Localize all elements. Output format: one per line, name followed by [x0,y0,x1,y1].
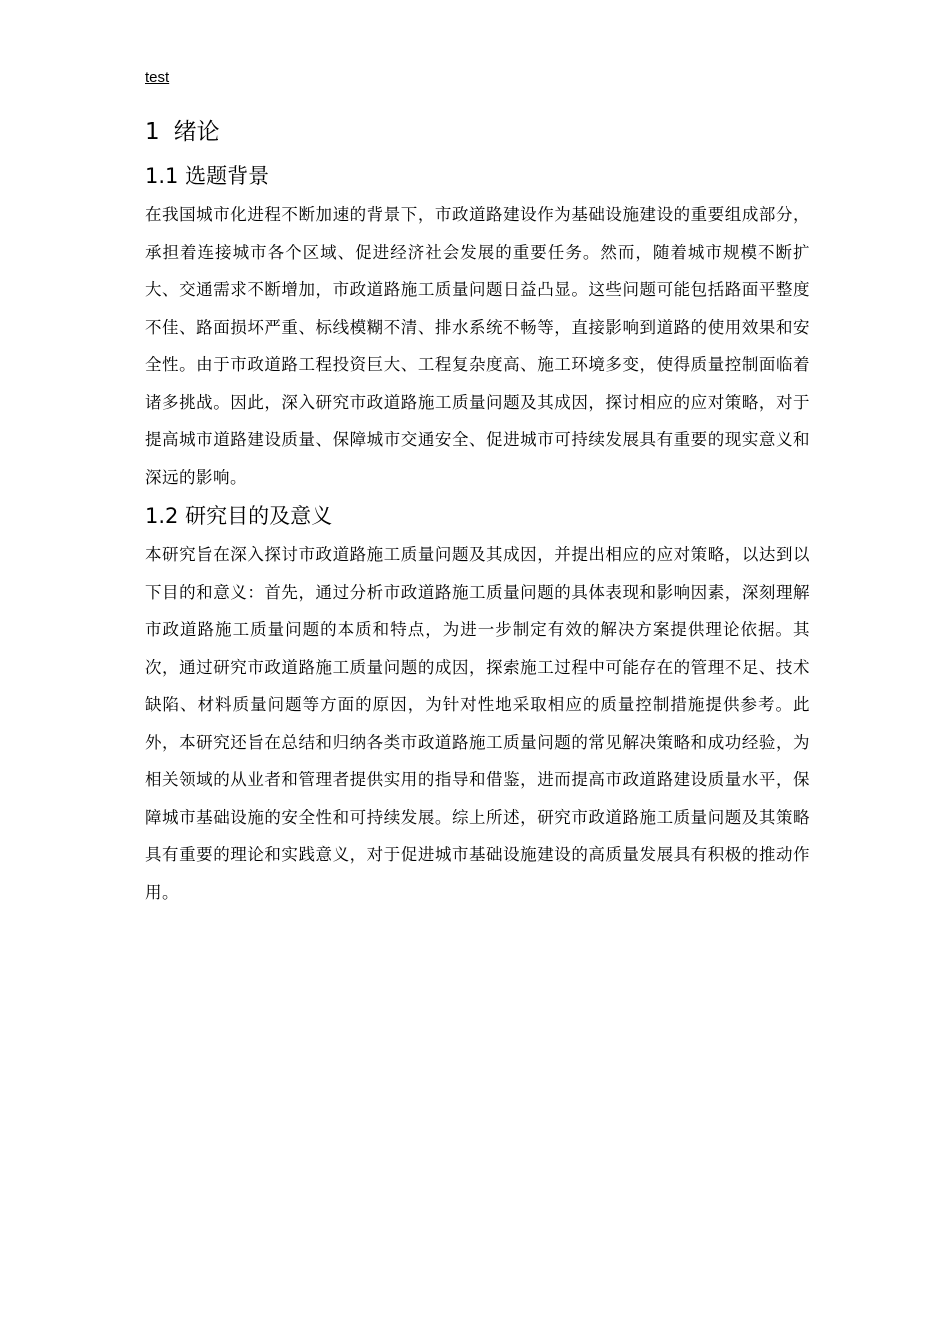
section-paragraph-purpose: 本研究旨在深入探讨市政道路施工质量问题及其成因，并提出相应的应对策略，以达到以下目的和意义：首先，通过分析市政道路施工质量问题的具体表现和影响因素，深刻理解市政道路施工质量问题的本质和特点，为进一步制定有效的解决方案提供理论依据。其次，通过研究市政道路施工质量问题的成因，探索施工过程中可能存在的管理不足、技术缺陷、材料质量问题等方面的原因，为针对性地采取相应的质量控制措施提供参考。此外，本研究还旨在总结和归纳各类市政道路施工质量问题的常见解决策略和成功经验，为相关领域的从业者和管理者提供实用的指导和借鉴，进而提高市政道路建设质量水平，保障城市基础设施的安全性和可持续发展。综上所述，研究市政道路施工质量问题及其策略具有重要的理论和实践意义，对于促进城市基础设施建设的高质量发展具有积极的推动作用。 [145,545,810,902]
chapter-heading [145,112,810,152]
section-title: 选题背景 [185,164,270,188]
section-title: 研究目的及意义 [185,504,333,528]
section-number: 1.2 [145,504,179,528]
section-heading-1-1 [145,156,810,196]
section-paragraph-background: 在我国城市化进程不断加速的背景下，市政道路建设作为基础设施建设的重要组成部分，承担着连接城市各个区域、促进经济社会发展的重要任务。然而，随着城市规模不断扩大、交通需求不断增加，市政道路施工质量问题日益凸显。这些问题可能包括路面平整度不佳、路面损坏严重、标线模糊不清、排水系统不畅等，直接影响到道路的使用效果和安全性。由于市政道路工程投资巨大、工程复杂度高、施工环境多变，使得质量控制面临着诸多挑战。因此，深入研究市政道路施工质量问题及其成因，探讨相应的应对策略，对于提高城市道路建设质量、保障城市交通安全、促进城市可持续发展具有重要的现实意义和深远的影响。 [145,205,810,487]
header-link[interactable]: test [145,69,170,86]
chapter-number: 1 [145,119,160,145]
section-heading-1-2 [145,496,810,536]
document-body [145,112,810,911]
section-number: 1.1 [145,164,179,188]
chapter-title: 绪论 [173,119,220,145]
